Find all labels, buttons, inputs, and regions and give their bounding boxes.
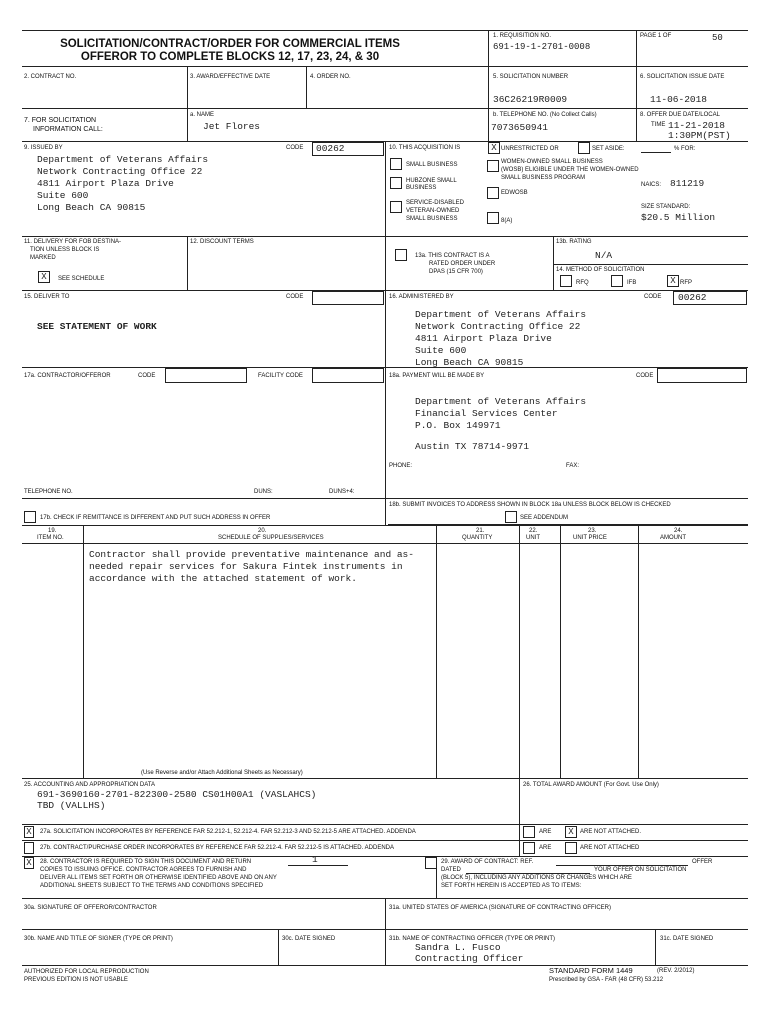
- sig-30c-label: 30c. DATE SIGNED: [282, 936, 336, 942]
- schedule-desc-2: needed repair services for Sakura Fintek instruments in: [89, 561, 403, 572]
- 29-line-4: SET FORTH HEREIN IS ACCEPTED AS TO ITEMS:: [441, 883, 582, 889]
- requisition-value[interactable]: 691-19-1-2701-0008: [493, 42, 591, 52]
- wosb-label-1: WOMEN-OWNED SMALL BUSINESS: [501, 159, 603, 165]
- admin-line-4: Suite 600: [415, 345, 467, 356]
- footer-left-2: PREVIOUS EDITION IS NOT USABLE: [24, 977, 128, 983]
- footer-left-1: AUTHORIZED FOR LOCAL REPRODUCTION: [24, 969, 149, 975]
- col21-header: QUANTITY: [462, 535, 493, 541]
- issued-code-value: 00262: [316, 143, 345, 154]
- 27a-checkbox[interactable]: X: [24, 826, 34, 838]
- col22-num: 22.: [529, 528, 538, 534]
- 28-checkbox[interactable]: X: [24, 857, 34, 869]
- col23-num: 23.: [588, 528, 597, 534]
- telephone-label: TELEPHONE NO.: [24, 489, 73, 495]
- remit-checkbox[interactable]: [24, 511, 36, 523]
- 27a-not-checkbox[interactable]: X: [565, 826, 577, 838]
- schedule-footnote: (Use Reverse and/or Attach Additional Sheets as Necessary): [141, 770, 303, 776]
- sig-31c-label: 31c. DATE SIGNED: [660, 936, 714, 942]
- issued-line-3: 4811 Airport Plaza Drive: [37, 178, 174, 189]
- 28-line-2: COPIES TO ISSUING OFFICE. CONTRACTOR AGREES TO FURNISH AND: [40, 867, 247, 873]
- issued-line-4: Suite 600: [37, 190, 89, 201]
- accounting-line-2: TBD (VALLHS): [37, 800, 106, 811]
- rfp-checkbox[interactable]: X: [667, 275, 679, 287]
- admin-code-value: 00262: [678, 292, 707, 303]
- ifb-label: IFB: [627, 280, 637, 286]
- issued-line-1: Department of Veterans Affairs: [37, 154, 209, 165]
- issued-line-2: Network Contracting Office 22: [37, 166, 203, 177]
- submit-invoices-label: 18b. SUBMIT INVOICES TO ADDRESS SHOWN IN BLOCK 18a UNLESS BLOCK BELOW IS CHECKED: [389, 502, 671, 508]
- sdvosb-label-3: SMALL BUSINESS: [406, 216, 458, 222]
- col23-header: UNIT PRICE: [573, 535, 607, 541]
- col22-header: UNIT: [526, 535, 540, 541]
- payment-code-box[interactable]: [657, 368, 747, 383]
- admin-line-3: 4811 Airport Plaza Drive: [415, 333, 552, 344]
- form-prescribed: Prescribed by GSA - FAR (48 CFR) 53.212: [549, 977, 664, 983]
- issue-date-label: 6. SOLICITATION ISSUE DATE: [640, 74, 725, 80]
- edwosb-checkbox[interactable]: [487, 187, 499, 199]
- issue-date-value[interactable]: 11-06-2018: [650, 94, 708, 105]
- col19-num: 19.: [48, 528, 57, 534]
- contract-no-label: 2. CONTRACT NO.: [24, 74, 77, 80]
- col19-header: ITEM NO.: [37, 535, 64, 541]
- sdvosb-label-2: VETERAN-OWNED: [406, 208, 460, 214]
- schedule-desc-3: accordance with the attached statement of work.: [89, 573, 357, 584]
- naics-label: NAICS:: [641, 182, 662, 188]
- form-rev: (REV. 2/2012): [657, 968, 695, 974]
- rated-order-checkbox[interactable]: [395, 249, 407, 261]
- admin-line-1: Department of Veterans Affairs: [415, 309, 587, 320]
- phone-value[interactable]: 7073650941: [491, 122, 549, 133]
- name-value[interactable]: Jet Flores: [203, 121, 261, 132]
- contractor-code-label: CODE: [138, 373, 156, 379]
- delivery-label-1: 11. DELIVERY FOR FOB DESTINA-: [24, 239, 122, 245]
- admin-code-label: CODE: [644, 294, 662, 300]
- eight-a-checkbox[interactable]: [487, 212, 499, 224]
- fax-label: FAX:: [566, 463, 580, 469]
- schedule-desc-1: Contractor shall provide preventative maintenance and as-: [89, 549, 414, 560]
- addendum-label: SEE ADDENDUM: [520, 515, 569, 521]
- wosb-label-2: (WOSB) ELIGIBLE UNDER THE WOMEN-OWNED: [501, 167, 639, 173]
- duns-label: DUNS:: [254, 489, 273, 495]
- see-schedule-checkbox[interactable]: X: [38, 271, 50, 283]
- officer-title: Contracting Officer: [415, 953, 524, 964]
- deliver-to-value: SEE STATEMENT OF WORK: [37, 321, 157, 332]
- set-aside-label: SET ASIDE:: [592, 146, 625, 152]
- 29-dated: DATED: [441, 867, 461, 873]
- rfp-label: RFP: [680, 280, 692, 286]
- accounting-label: 25. ACCOUNTING AND APPROPRIATION DATA: [24, 782, 156, 788]
- col20-header: SCHEDULE OF SUPPLIES/SERVICES: [218, 535, 324, 541]
- col21-num: 21.: [476, 528, 485, 534]
- rfq-label: RFQ: [576, 280, 589, 286]
- accounting-line-1: 691-3690160-2701-822300-2580 CS01H00A1 (VASLAHCS): [37, 789, 317, 800]
- unrestricted-checkbox[interactable]: X: [488, 142, 500, 154]
- 27a-are-label: ARE: [539, 829, 552, 835]
- phone-label: b. TELEPHONE NO. (No Collect Calls): [493, 112, 597, 118]
- percent-label: % FOR:: [674, 146, 696, 152]
- phone-label-18: PHONE:: [389, 463, 413, 469]
- payment-line-5: Austin TX 78714-9971: [415, 441, 530, 452]
- 29-checkbox[interactable]: [425, 857, 437, 869]
- wosb-label-3: SMALL BUSINESS PROGRAM: [501, 175, 586, 181]
- contractor-code-box[interactable]: [165, 368, 247, 383]
- ifb-checkbox[interactable]: [611, 275, 623, 287]
- size-standard-label: SIZE STANDARD:: [641, 204, 691, 210]
- 27b-not-checkbox[interactable]: [565, 842, 577, 854]
- due-date[interactable]: 11-21-2018: [668, 120, 726, 131]
- administered-label: 16. ADMINISTERED BY: [389, 294, 454, 300]
- 27b-label: 27b. CONTRACT/PURCHASE ORDER INCORPORATES BY REFERENCE FAR 52.212-4. FAR 52.212-5 IS ATTACHED. ADDENDA: [40, 845, 394, 851]
- sig-31a-label: 31a. UNITED STATES OF AMERICA (SIGNATURE OF CONTRACTING OFFICER): [389, 905, 612, 911]
- hubzone-label-2: BUSINESS: [406, 185, 437, 191]
- 27b-are-label: ARE: [539, 845, 552, 851]
- issued-line-5: Long Beach CA 90815: [37, 202, 146, 213]
- hubzone-checkbox[interactable]: [390, 177, 402, 189]
- sdvosb-checkbox[interactable]: [390, 201, 402, 213]
- info-call-label-1: 7. FOR SOLICITATION: [24, 117, 97, 124]
- payment-code-label: CODE: [636, 373, 654, 379]
- rating-label: 13b. RATING: [556, 239, 592, 245]
- form-name: STANDARD FORM 1449: [549, 966, 633, 975]
- form-title-line1: SOLICITATION/CONTRACT/ORDER FOR COMMERCIAL ITEMS: [60, 38, 400, 50]
- payment-line-1: Department of Veterans Affairs: [415, 396, 587, 407]
- payment-label: 18a. PAYMENT WILL BE MADE BY: [389, 373, 485, 379]
- discount-terms-label: 12. DISCOUNT TERMS: [190, 239, 254, 245]
- facility-code-label: FACILITY CODE: [258, 373, 303, 379]
- 28-copies[interactable]: 1: [312, 854, 318, 865]
- 29-line-1: 29. AWARD OF CONTRACT: REF.: [441, 859, 534, 865]
- 28-line-1: 28. CONTRACTOR IS REQUIRED TO SIGN THIS DOCUMENT AND RETURN: [40, 859, 252, 865]
- solicitation-no-label: 5. SOLICITATION NUMBER: [493, 74, 569, 80]
- issued-by-label: 9. ISSUED BY: [24, 145, 63, 151]
- small-business-label: SMALL BUSINESS: [406, 162, 458, 168]
- issued-code-label: CODE: [286, 145, 304, 151]
- 27a-not-label: ARE NOT ATTACHED.: [580, 829, 642, 835]
- acquisition-label: 10. THIS ACQUISITION IS: [389, 145, 461, 151]
- admin-line-5: Long Beach CA 90815: [415, 357, 524, 368]
- due-time[interactable]: 1:30PM(PST): [668, 130, 731, 141]
- 27a-label: 27a. SOLICITATION INCORPORATES BY REFERENCE FAR 52.212-1, 52.212-4. FAR 52.212-3 AND 52.212-5 ARE ATTACHED. ADDENDA: [40, 829, 416, 835]
- sig-31b-label: 31b. NAME OF CONTRACTING OFFICER (TYPE OR PRINT): [389, 936, 556, 942]
- info-call-label-2: INFORMATION CALL:: [33, 126, 103, 133]
- small-business-checkbox[interactable]: [390, 158, 402, 170]
- eight-a-label: 8(A): [501, 218, 513, 224]
- remit-label: 17b. CHECK IF REMITTANCE IS DIFFERENT AND PUT SUCH ADDRESS IN OFFER: [40, 515, 271, 521]
- wosb-checkbox[interactable]: [487, 160, 499, 172]
- order-no-label: 4. ORDER NO.: [310, 74, 351, 80]
- sig-30b-label: 30b. NAME AND TITLE OF SIGNER (TYPE OR PRINT): [24, 936, 173, 942]
- naics-value: 811219: [670, 178, 705, 189]
- 29-line-3: (BLOCK 5), INCLUDING ANY ADDITIONS OR CHANGES WHICH ARE: [441, 875, 632, 881]
- 27b-checkbox[interactable]: [24, 842, 34, 854]
- page-value: 50: [712, 33, 723, 43]
- deliver-code-label: CODE: [286, 294, 304, 300]
- delivery-label-2: TION UNLESS BLOCK IS: [30, 247, 100, 253]
- rated-label-3: DPAS (15 CFR 700): [429, 269, 483, 275]
- due-label-1: 8. OFFER DUE DATE/LOCAL: [640, 112, 720, 118]
- 27a-are-checkbox[interactable]: [523, 826, 535, 838]
- payment-line-2: Financial Services Center: [415, 408, 558, 419]
- rated-label-1: 13a. THIS CONTRACT IS A: [415, 253, 490, 259]
- col24-num: 24.: [674, 528, 683, 534]
- sig-30a-label: 30a. SIGNATURE OF OFFEROR/CONTRACTOR: [24, 905, 157, 911]
- sdvosb-label-1: SERVICE-DISABLED: [406, 200, 464, 206]
- see-schedule-label: SEE SCHEDULE: [58, 276, 105, 282]
- hubzone-label-1: HUBZONE SMALL: [406, 178, 457, 184]
- delivery-label-3: MARKED: [30, 255, 56, 261]
- total-award-label: 26. TOTAL AWARD AMOUNT (For Govt. Use Only): [523, 782, 659, 788]
- rating-value: N/A: [595, 250, 613, 261]
- payment-line-3: P.O. Box 149971: [415, 420, 501, 431]
- col20-num: 20.: [258, 528, 267, 534]
- col24-header: AMOUNT: [660, 535, 686, 541]
- set-aside-checkbox[interactable]: [578, 142, 590, 154]
- 27b-are-checkbox[interactable]: [523, 842, 535, 854]
- page-label: PAGE 1 OF: [640, 33, 672, 39]
- 28-line-3: DELIVER ALL ITEMS SET FORTH OR OTHERWISE IDENTIFIED ABOVE AND ON ANY: [40, 875, 277, 881]
- method-label: 14. METHOD OF SOLICITATION: [556, 267, 645, 273]
- award-date-label: 3. AWARD/EFFECTIVE DATE: [190, 74, 271, 80]
- rated-label-2: RATED ORDER UNDER: [429, 261, 496, 267]
- form-title-line2: OFFEROR TO COMPLETE BLOCKS 12, 17, 23, 24, & 30: [80, 51, 380, 63]
- size-standard-value: $20.5 Million: [641, 212, 716, 223]
- officer-name: Sandra L. Fusco: [415, 942, 501, 953]
- rfq-checkbox[interactable]: [560, 275, 572, 287]
- facility-code-box[interactable]: [312, 368, 384, 383]
- name-label: a. NAME: [190, 112, 215, 118]
- unrestricted-label: UNRESTRICTED OR: [501, 146, 559, 152]
- 29-your-offer: YOUR OFFER ON SOLICITATION: [594, 867, 687, 873]
- 28-line-4: ADDITIONAL SHEETS SUBJECT TO THE TERMS AND CONDITIONS SPECIFIED: [40, 883, 263, 889]
- addendum-checkbox[interactable]: [505, 511, 517, 523]
- admin-line-2: Network Contracting Office 22: [415, 321, 581, 332]
- deliver-code-box[interactable]: [312, 291, 384, 305]
- solicitation-no-value[interactable]: 36C26219R0009: [493, 94, 568, 105]
- duns4-label: DUNS+4:: [329, 489, 355, 495]
- edwosb-label: EDWOSB: [501, 190, 528, 196]
- requisition-label: 1. REQUISITION NO.: [493, 33, 552, 39]
- deliver-to-label: 15. DELIVER TO: [24, 294, 70, 300]
- due-label-2: TIME: [651, 122, 666, 128]
- contractor-label: 17a. CONTRACTOR/OFFEROR: [24, 373, 111, 379]
- 29-offer: OFFER: [692, 859, 713, 865]
- 27b-not-label: ARE NOT ATTACHED: [580, 845, 640, 851]
